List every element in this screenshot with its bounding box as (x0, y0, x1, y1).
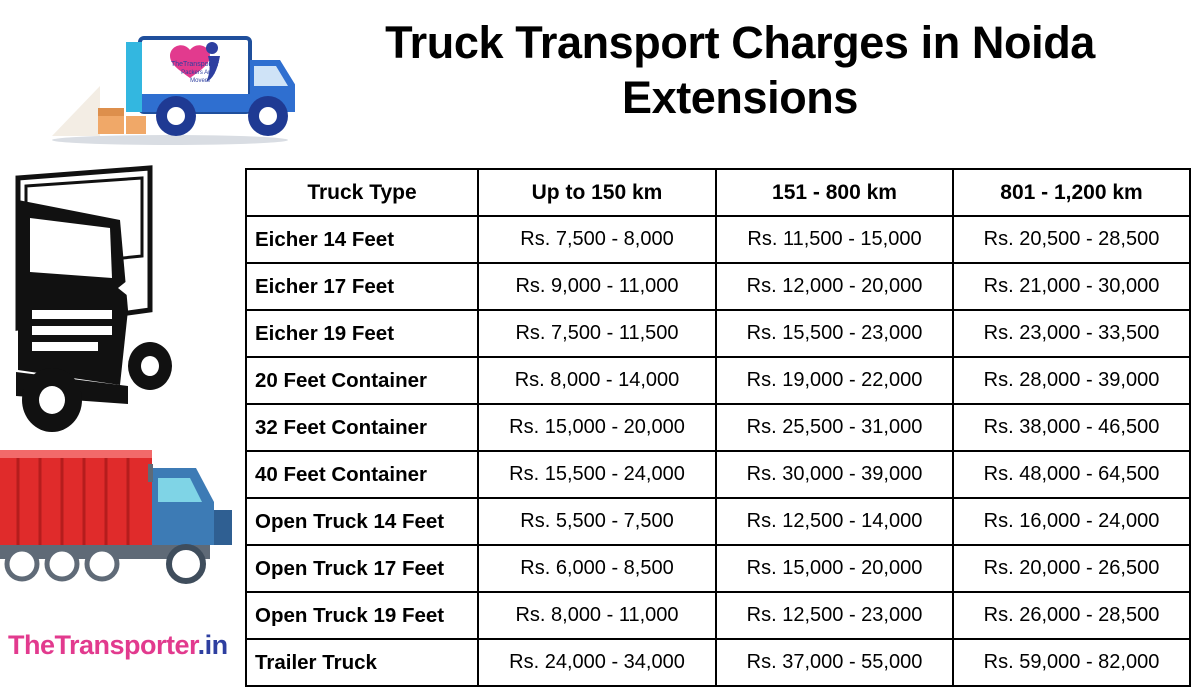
moving-truck-logo (40, 16, 295, 146)
black-white-truck-illustration (0, 160, 240, 450)
svg-text:TheTransporter: TheTransporter (171, 61, 219, 68)
column-header-truck-type: Truck Type (246, 169, 478, 216)
cell-truck-type: Open Truck 19 Feet (246, 592, 478, 639)
left-illustration-column (0, 160, 245, 675)
table-row (246, 639, 1190, 686)
site-brand (8, 630, 228, 661)
cell-price-151-800km: Rs. 25,500 - 31,000 (716, 404, 953, 451)
column-header-151-800km: 151 - 800 km (716, 169, 953, 216)
page-header (0, 0, 1200, 160)
cell-price-upto-150km: Rs. 15,000 - 20,000 (478, 404, 716, 451)
table-row (246, 310, 1190, 357)
table-row (246, 498, 1190, 545)
cell-price-151-800km: Rs. 37,000 - 55,000 (716, 639, 953, 686)
cell-price-801-1200km: Rs. 26,000 - 28,500 (953, 592, 1190, 639)
table-row (246, 263, 1190, 310)
table-row (246, 545, 1190, 592)
cell-truck-type: Open Truck 14 Feet (246, 498, 478, 545)
cell-price-upto-150km: Rs. 5,500 - 7,500 (478, 498, 716, 545)
cell-price-151-800km: Rs. 15,000 - 20,000 (716, 545, 953, 592)
cell-price-801-1200km: Rs. 23,000 - 33,500 (953, 310, 1190, 357)
cell-price-801-1200km: Rs. 20,000 - 26,500 (953, 545, 1190, 592)
cell-price-151-800km: Rs. 11,500 - 15,000 (716, 216, 953, 263)
cell-truck-type: Eicher 14 Feet (246, 216, 478, 263)
cell-price-151-800km: Rs. 12,500 - 23,000 (716, 592, 953, 639)
table-row (246, 592, 1190, 639)
brand-part-tld: .in (197, 630, 228, 660)
cell-price-801-1200km: Rs. 38,000 - 46,500 (953, 404, 1190, 451)
table-row (246, 216, 1190, 263)
cell-truck-type: 20 Feet Container (246, 357, 478, 404)
truck-charges-table (245, 168, 1191, 687)
table-row (246, 404, 1190, 451)
svg-text:Packers And: Packers And (181, 70, 215, 76)
cell-price-upto-150km: Rs. 8,000 - 11,000 (478, 592, 716, 639)
brand-part-the: TheTransporter (8, 630, 198, 660)
cell-price-151-800km: Rs. 12,500 - 14,000 (716, 498, 953, 545)
red-container-truck-illustration (0, 440, 245, 600)
cell-price-upto-150km: Rs. 6,000 - 8,500 (478, 545, 716, 592)
cell-truck-type: Open Truck 17 Feet (246, 545, 478, 592)
cell-price-801-1200km: Rs. 28,000 - 39,000 (953, 357, 1190, 404)
cell-price-801-1200km: Rs. 21,000 - 30,000 (953, 263, 1190, 310)
page-title: Truck Transport Charges in Noida Extensions (385, 17, 1095, 123)
table-row (246, 357, 1190, 404)
cell-price-upto-150km: Rs. 24,000 - 34,000 (478, 639, 716, 686)
column-header-801-1200km: 801 - 1,200 km (953, 169, 1190, 216)
cell-price-801-1200km: Rs. 59,000 - 82,000 (953, 639, 1190, 686)
table-header-row (246, 169, 1190, 216)
table-row (246, 451, 1190, 498)
cell-truck-type: Eicher 19 Feet (246, 310, 478, 357)
cell-price-151-800km: Rs. 15,500 - 23,000 (716, 310, 953, 357)
svg-text:Movers: Movers (190, 78, 210, 84)
cell-price-upto-150km: Rs. 9,000 - 11,000 (478, 263, 716, 310)
cell-price-801-1200km: Rs. 16,000 - 24,000 (953, 498, 1190, 545)
cell-truck-type: Eicher 17 Feet (246, 263, 478, 310)
column-header-upto-150km: Up to 150 km (478, 169, 716, 216)
cell-truck-type: 32 Feet Container (246, 404, 478, 451)
cell-price-151-800km: Rs. 30,000 - 39,000 (716, 451, 953, 498)
cell-truck-type: Trailer Truck (246, 639, 478, 686)
cell-price-upto-150km: Rs. 8,000 - 14,000 (478, 357, 716, 404)
cell-price-upto-150km: Rs. 7,500 - 11,500 (478, 310, 716, 357)
cell-price-801-1200km: Rs. 20,500 - 28,500 (953, 216, 1190, 263)
cell-truck-type: 40 Feet Container (246, 451, 478, 498)
cell-price-801-1200km: Rs. 48,000 - 64,500 (953, 451, 1190, 498)
cell-price-151-800km: Rs. 19,000 - 22,000 (716, 357, 953, 404)
cell-price-151-800km: Rs. 12,000 - 20,000 (716, 263, 953, 310)
cell-price-upto-150km: Rs. 15,500 - 24,000 (478, 451, 716, 498)
cell-price-upto-150km: Rs. 7,500 - 8,000 (478, 216, 716, 263)
